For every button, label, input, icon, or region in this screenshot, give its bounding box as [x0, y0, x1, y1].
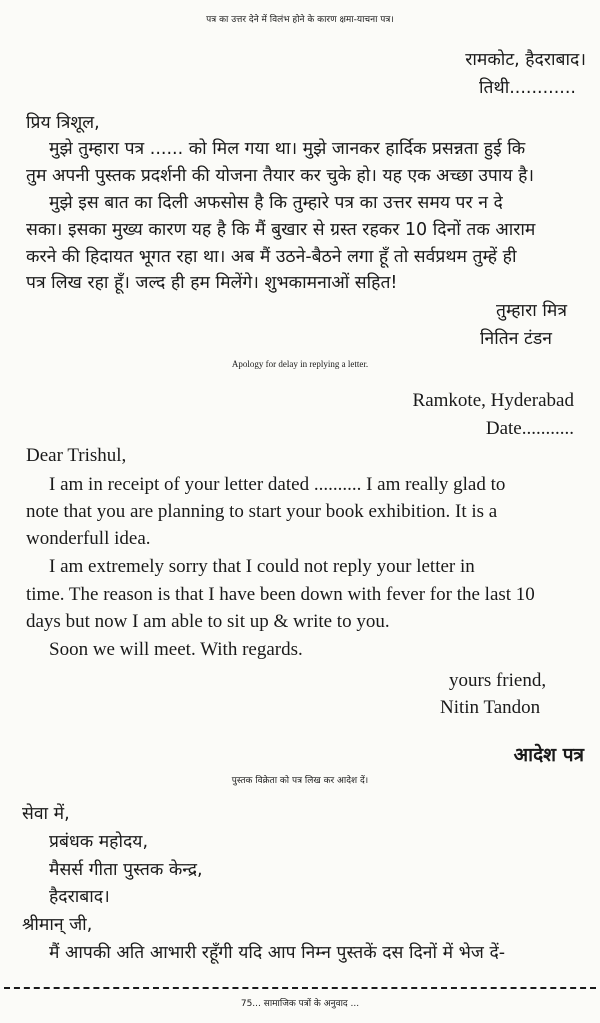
hindi-letter-address: रामकोट, हैदराबाद।	[465, 50, 586, 70]
english-letter-address: Ramkote, Hyderabad	[412, 390, 574, 411]
hindi-letter-salutation: प्रिय त्रिशूल,	[26, 113, 100, 133]
english-letter-body-line: I am in receipt of your letter dated .......... I am really glad to	[49, 474, 506, 495]
hindi-letter-sender: नितिन टंडन	[480, 329, 552, 349]
hindi-letter-body-line: मुझे तुम्हारा पत्र ...... को मिल गया था। मुझे जानकर हार्दिक प्रसन्नता हुई कि	[49, 139, 526, 159]
english-letter-sender: Nitin Tandon	[440, 697, 541, 718]
english-letter-title: Apology for delay in replying a letter.	[231, 359, 369, 369]
page-footer-label: 75... सामाजिक पत्रों के अनुवाद ...	[240, 999, 360, 1009]
hindi-letter-body-line: करने की हिदायत भूगत रहा था। अब मैं उठने-बैठने लगा हूँ तो सर्वप्रथम तुम्हें ही	[26, 247, 517, 267]
order-letter-heading: आदेश पत्र	[513, 744, 584, 766]
english-letter-body-line: days but now I am able to sit up & write to you.	[26, 611, 390, 632]
english-letter-salutation: Dear Trishul,	[26, 445, 127, 466]
hindi-letter-body-line: मुझे इस बात का दिली अफसोस है कि तुम्हारे पत्र का उत्तर समय पर न दे	[49, 193, 503, 213]
order-letter-instruction: पुस्तक विक्रेता को पत्र लिख कर आदेश दें।	[231, 776, 369, 786]
hindi-letter-title: पत्र का उत्तर देने में विलंभ होने के कारण क्षमा-याचना पत्र।	[206, 15, 394, 25]
english-letter-body-line: time. The reason is that I have been down with fever for the last 10	[26, 584, 535, 605]
order-letter-body-line: मैं आपकी अति आभारी रहूँगी यदि आप निम्न पुस्तकें दस दिनों में भेज दें-	[49, 943, 506, 963]
english-letter-body-line: I am extremely sorry that I could not reply your letter in	[49, 556, 475, 577]
hindi-letter-body-line: सका। इसका मुख्य कारण यह है कि मैं बुखार से ग्रस्त रहकर 10 दिनों तक आराम	[26, 220, 536, 240]
english-letter-closing: yours friend,	[449, 670, 547, 691]
hindi-letter-closing: तुम्हारा मित्र	[496, 301, 567, 321]
english-letter-body-line: wonderfull idea.	[26, 528, 151, 549]
hindi-letter-date: तिथी............	[479, 78, 576, 98]
hindi-letter-body-line: तुम अपनी पुस्तक प्रदर्शनी की योजना तैयार कर चुके हो। यह एक अच्छा उपाय है।	[26, 166, 535, 186]
order-letter-recipient-line: हैदराबाद।	[49, 887, 110, 907]
english-letter-body-line: Soon we will meet. With regards.	[49, 639, 303, 660]
english-letter-body-line: note that you are planning to start your book exhibition. It is a	[26, 501, 498, 522]
footer-dashed-divider	[4, 987, 596, 989]
order-letter-salutation: श्रीमान् जी,	[22, 915, 93, 935]
english-letter-date: Date...........	[485, 418, 574, 439]
order-letter-recipient-line: मैसर्स गीता पुस्तक केन्द्र,	[49, 860, 203, 880]
hindi-letter-body-line: पत्र लिख रहा हूँ। जल्द ही हम मिलेंगे। शुभकामनाओं सहित!	[26, 273, 398, 293]
order-letter-recipient-line: प्रबंधक महोदय,	[49, 832, 149, 852]
order-letter-to: सेवा में,	[22, 804, 70, 824]
